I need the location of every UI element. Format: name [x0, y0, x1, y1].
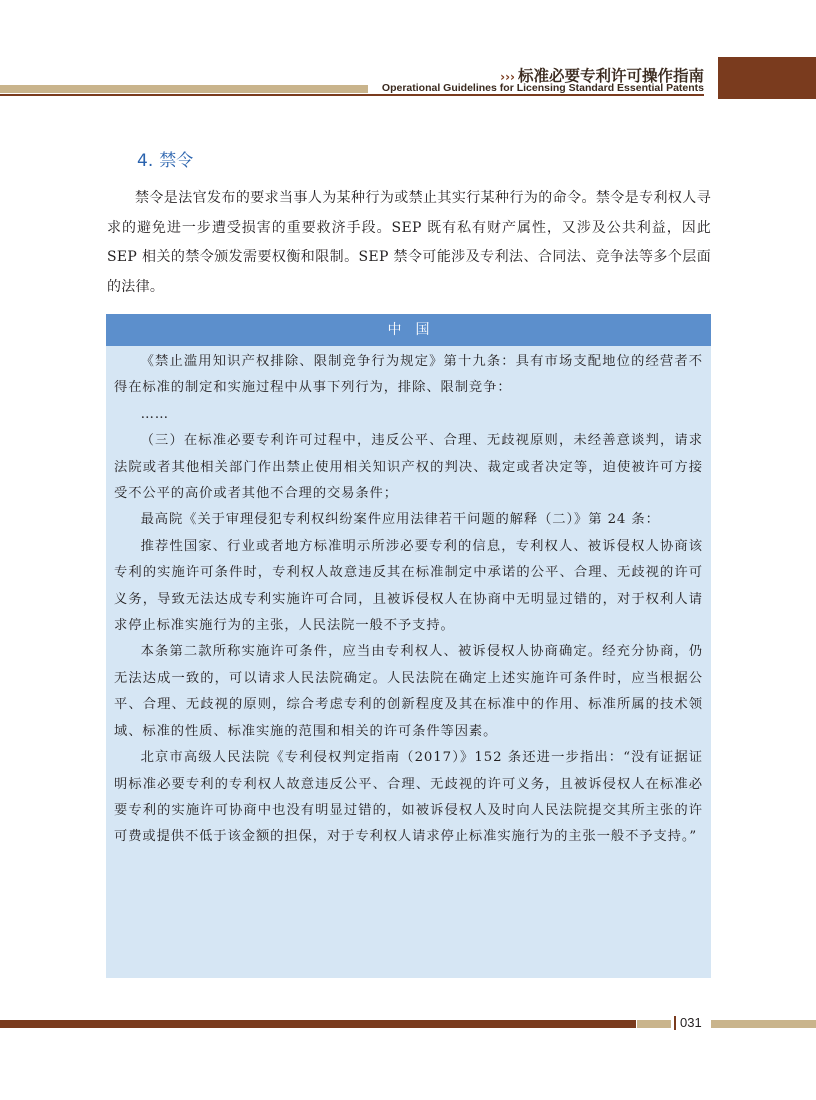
header-rule-tan [0, 85, 368, 93]
box-paragraph: 北京市高级人民法院《专利侵权判定指南（2017）》152 条还进一步指出：“没有证据证明标准必要专利的专利权人故意违反公平、合理、无歧视的许可义务，且被诉侵权人在标准必要专利的实施许可协商中也没有明显过错的，如被诉侵权人及时向人民法院提交其所主张的许可费或提供不低于该金额的担保，对于专利权人请求停止标准实施行为的主张一般不予支持。” [114, 750, 703, 845]
box-paragraph: 《禁止滥用知识产权排除、限制竞争行为规定》第十九条：具有市场支配地位的经营者不得在标准的制定和实施过程中从事下列行为，排除、限制竞争： [114, 354, 703, 396]
box-heading: 中国 [106, 314, 711, 346]
footer-rule-brown [0, 1020, 636, 1028]
header-brown-block [718, 57, 816, 99]
box-paragraph: 推荐性国家、行业或者地方标准明示所涉必要专利的信息，专利权人、被诉侵权人协商该专利的实施许可条件时，专利权人故意违反其在标准制定中承诺的公平、合理、无歧视的许可义务，导致无法达成专利实施许可合同，且被诉侵权人在协商中无明显过错的，对于权利人请求停止标准实施行为的主张，人民法院一般不予支持。 [114, 538, 703, 634]
box-paragraph: 最高院《关于审理侵犯专利权纠纷案件应用法律若干问题的解释（二）》第 24 条： [140, 512, 660, 528]
section-number: 4. [137, 151, 154, 171]
box-body [106, 346, 711, 851]
header-rule-brown [0, 94, 704, 96]
section-title: 禁令 [159, 151, 194, 171]
footer-rule-tan-right [711, 1020, 816, 1028]
china-law-box [106, 314, 711, 978]
box-paragraph: （三）在标准必要专利许可过程中，违反公平、合理、无歧视原则，未经善意谈判，请求法院或者其他相关部门作出禁止使用相关知识产权的判决、裁定或者决定等，迫使被许可方接受不公平的高价或者其他不合理的交易条件； [114, 433, 703, 502]
box-paragraph: …… [140, 406, 169, 422]
running-title-en: Operational Guidelines for Licensing Standard Essential Patents [381, 82, 704, 94]
section-heading [137, 146, 193, 171]
chevron-icon: ››› [500, 70, 515, 84]
footer-rule-tan-left [637, 1020, 671, 1028]
box-paragraph: 本条第二款所称实施许可条件，应当由专利权人、被诉侵权人协商确定。经充分协商，仍无法达成一致的，可以请求人民法院确定。人民法院在确定上述实施许可条件时，应当根据公平、合理、无歧视的原则，综合考虑专利的创新程度及其在标准中的作用、标准所属的技术领域、标准的性质、标准实施的范围和相关的许可条件等因素。 [114, 644, 703, 739]
intro-paragraph: 禁令是法官发布的要求当事人为某种行为或禁止其实行某种行为的命令。禁令是专利权人寻求的避免进一步遭受损害的重要救济手段。SEP 既有私有财产属性，又涉及公共利益，因此 SEP 相关的禁令颁发需要权衡和限制。SEP 禁令可能涉及专利法、合同法、竞争法等多个层面的法律。 [107, 190, 711, 295]
page-number: 031 [680, 1015, 702, 1030]
running-title-zh-text: 标准必要专利许可操作指南 [517, 67, 704, 85]
footer-divider [674, 1016, 676, 1030]
